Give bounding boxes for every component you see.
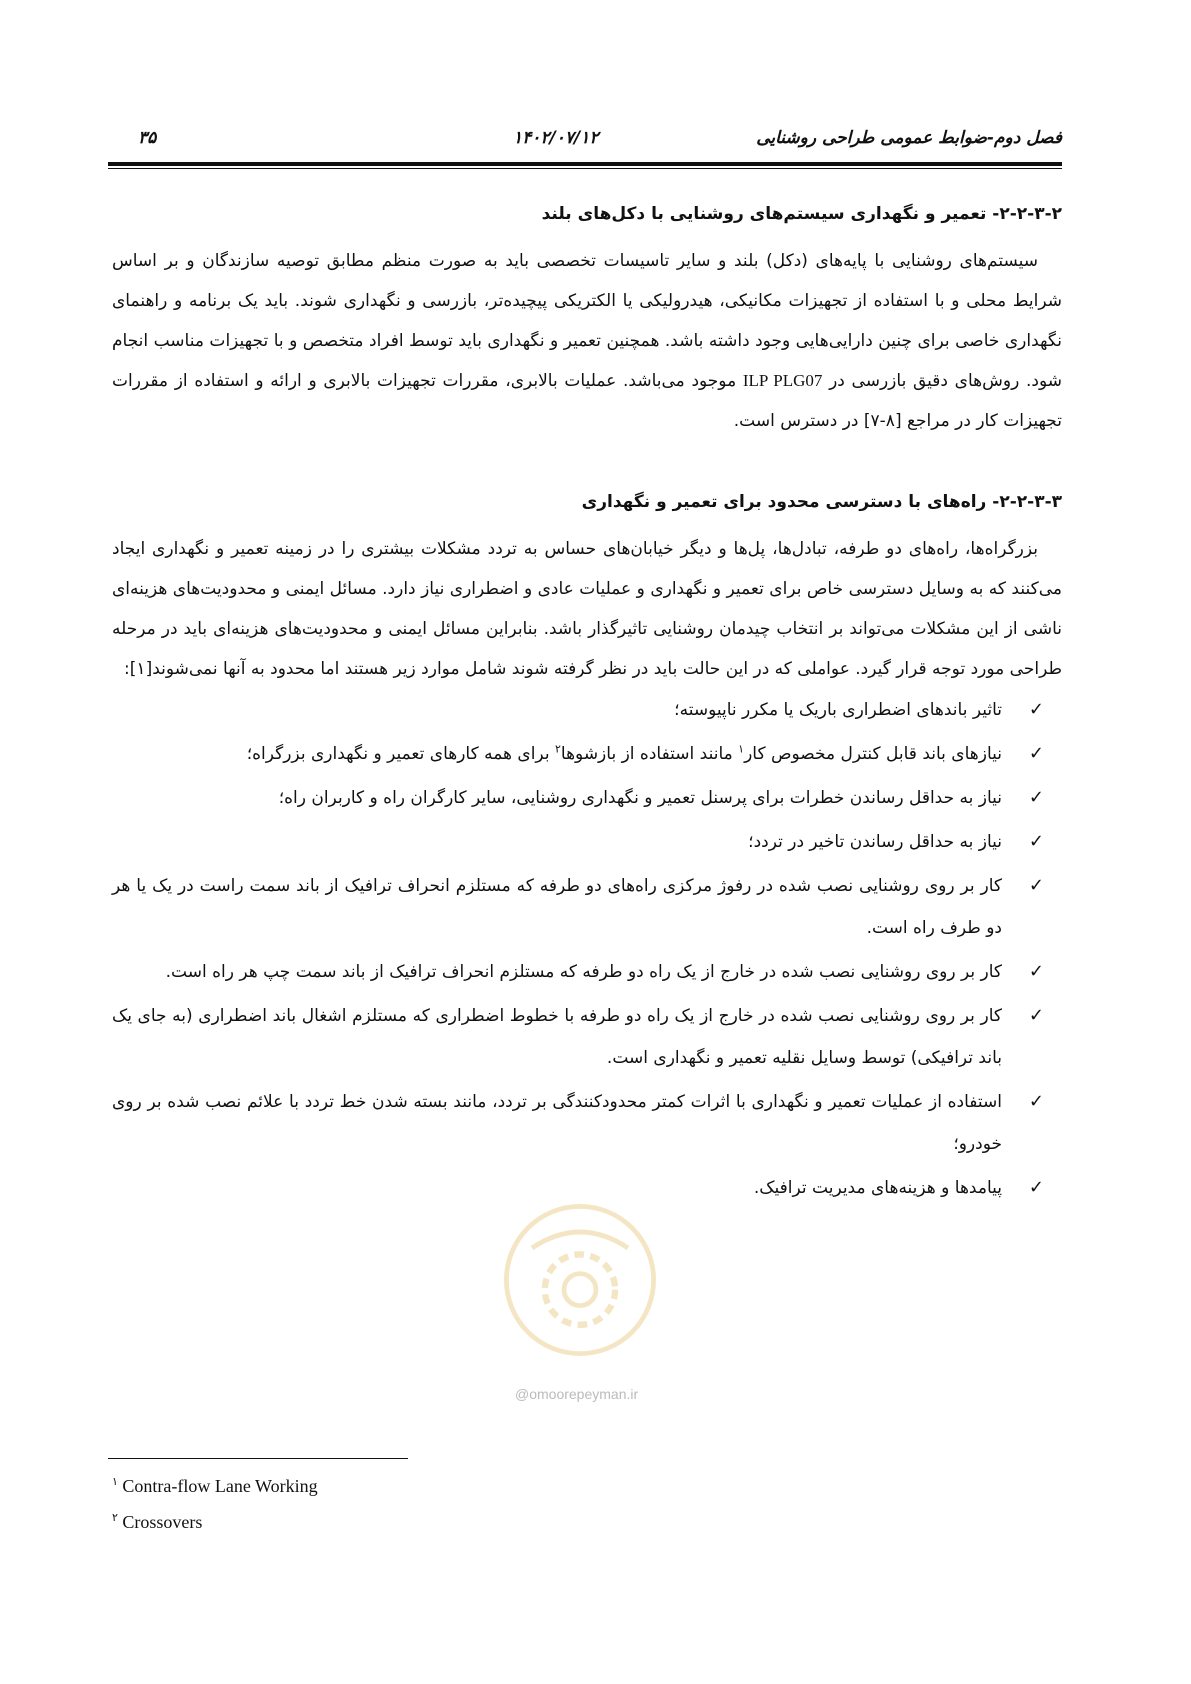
section-title: ۲-۲-۳-۳- راه‌های با دسترسی محدود برای تعمیر و نگهداری (581, 492, 1062, 512)
seal-logo-icon (500, 1200, 660, 1360)
footnote-marker: ۲ (554, 742, 561, 756)
footnote-marker: ۱ (738, 742, 745, 756)
section-paragraph (112, 241, 1062, 441)
header-rule-thick (108, 162, 1062, 166)
list-item: ✓ تاثیر باندهای اضطراری باریک یا مکرر ناپیوسته؛ (112, 689, 1062, 731)
section-limited-access (112, 487, 1062, 1211)
watermark-text: @omoorepeyman.ir (515, 1386, 639, 1402)
check-mark-icon: ✓ (1028, 961, 1044, 982)
paragraph-text: سیستم‌های روشنایی با پایه‌های (دکل) بلند و سایر تاسیسات تخصصی باید به صورت منظم مطابق توصیه سازندگان و بر اساس شرایط محلی و با استفاده از تجهیزات مکانیکی، هیدرولیکی یا الکتریکی پیچیده‌تر، بازرسی و نگهداری شوند. باید یک برنامه و راهنمای نگهداری خاصی برای چنین دارایی‌هایی وجود داشته باشد. همچنین تعمیر و نگهداری باید توسط افراد متخصص و با تجهیزات مناسب انجام شود. روش‌های دقیق بازرسی در (112, 251, 1062, 391)
list-item: ✓ نیازهای باند قابل کنترل مخصوص کار$^۱$ مانند استفاده از بازشوها$^۲$ برای همه کارهای تعمیر و نگهداری بزرگراه؛ (112, 733, 1062, 775)
section-title: ۲-۲-۳-۲- تعمیر و نگهداری سیستم‌های روشنایی با دکل‌های بلند (541, 204, 1062, 224)
footnote-rule (108, 1458, 408, 1459)
check-mark-icon: ✓ (1028, 743, 1044, 764)
list-item: ✓ کار بر روی روشنایی نصب شده در خارج از یک راه دو طرفه که مستلزم انحراف ترافیک از باند سمت چپ هر راه است. (112, 951, 1062, 993)
chapter-title: فصل دوم-ضوابط عمومی طراحی روشنایی (756, 128, 1062, 148)
paragraph-text-end: موجود می‌باشد. عملیات بالابری، مقررات تجهیزات بالابری و ارائه و استفاده از مقررات تجهیزات کار در مراجع [۸-۷] در دسترس است. (112, 371, 1062, 431)
check-mark-icon: ✓ (1028, 1091, 1044, 1112)
list-item: ✓ پیامدها و هزینه‌های مدیریت ترافیک. (112, 1167, 1062, 1209)
page-number: ۳۵ (138, 128, 157, 148)
page-header (108, 128, 1062, 158)
check-mark-icon: ✓ (1028, 787, 1044, 808)
section-high-mast (112, 199, 1062, 441)
header-date: ۱۴۰۲/۰۷/۱۲ (513, 128, 599, 148)
factor-list (112, 689, 1062, 1209)
header-rule-thin (108, 168, 1062, 169)
check-mark-icon: ✓ (1028, 875, 1044, 896)
code-reference: ILP PLG07 (742, 371, 823, 390)
check-mark-icon: ✓ (1028, 831, 1044, 852)
check-mark-icon: ✓ (1028, 699, 1044, 720)
list-item: ✓ نیاز به حداقل رساندن خطرات برای پرسنل تعمیر و نگهداری روشنایی، سایر کارگران راه و کاربران راه؛ (112, 777, 1062, 819)
check-mark-icon: ✓ (1028, 1177, 1044, 1198)
footnote-item: $^۲$ Crossovers (112, 1512, 203, 1532)
list-item: ✓ کار بر روی روشنایی نصب شده در خارج از یک راه دو طرفه با خطوط اضطراری که مستلزم اشغال باند اضطراری (به جای یک باند ترافیکی) توسط وسایل نقلیه تعمیر و نگهداری است. (112, 995, 1062, 1079)
footnote-item: $^۱$ Contra-flow Lane Working (112, 1476, 318, 1496)
list-item: ✓ نیاز به حداقل رساندن تاخیر در تردد؛ (112, 821, 1062, 863)
list-item: ✓ استفاده از عملیات تعمیر و نگهداری با اثرات کمتر محدودکنندگی بر تردد، مانند بسته شدن خط تردد با علائم نصب شده بر روی خودرو؛ (112, 1081, 1062, 1165)
footnotes (112, 1468, 318, 1540)
list-item: ✓ کار بر روی روشنایی نصب شده در رفوژ مرکزی راه‌های دو طرفه که مستلزم انحراف ترافیک از باند سمت راست در یک یا هر دو طرف راه است. (112, 865, 1062, 949)
check-mark-icon: ✓ (1028, 1005, 1044, 1026)
section-paragraph: بزرگراه‌ها، راه‌های دو طرفه، تبادل‌ها، پل‌ها و دیگر خیابان‌های حساس به تردد مشکلات بیشتری را در زمینه تعمیر و نگهداری ایجاد می‌کنند که به وسایل دسترسی خاص برای تعمیر و نگهداری و عملیات عادی و اضطراری نیاز دارد. مسائل ایمنی و محدودیت‌های هزینه‌ای ناشی از این مشکلات می‌تواند بر انتخاب چیدمان روشنایی تاثیرگذار باشد. بنابراین مسائل ایمنی و محدودیت‌های هزینه‌ای باید در مرحله طراحی مورد توجه قرار گیرد. عواملی که در این حالت باید در نظر گرفته شوند شامل موارد زیر هستند اما محدود به آنها نمی‌شوند[۱]: (112, 539, 1062, 679)
